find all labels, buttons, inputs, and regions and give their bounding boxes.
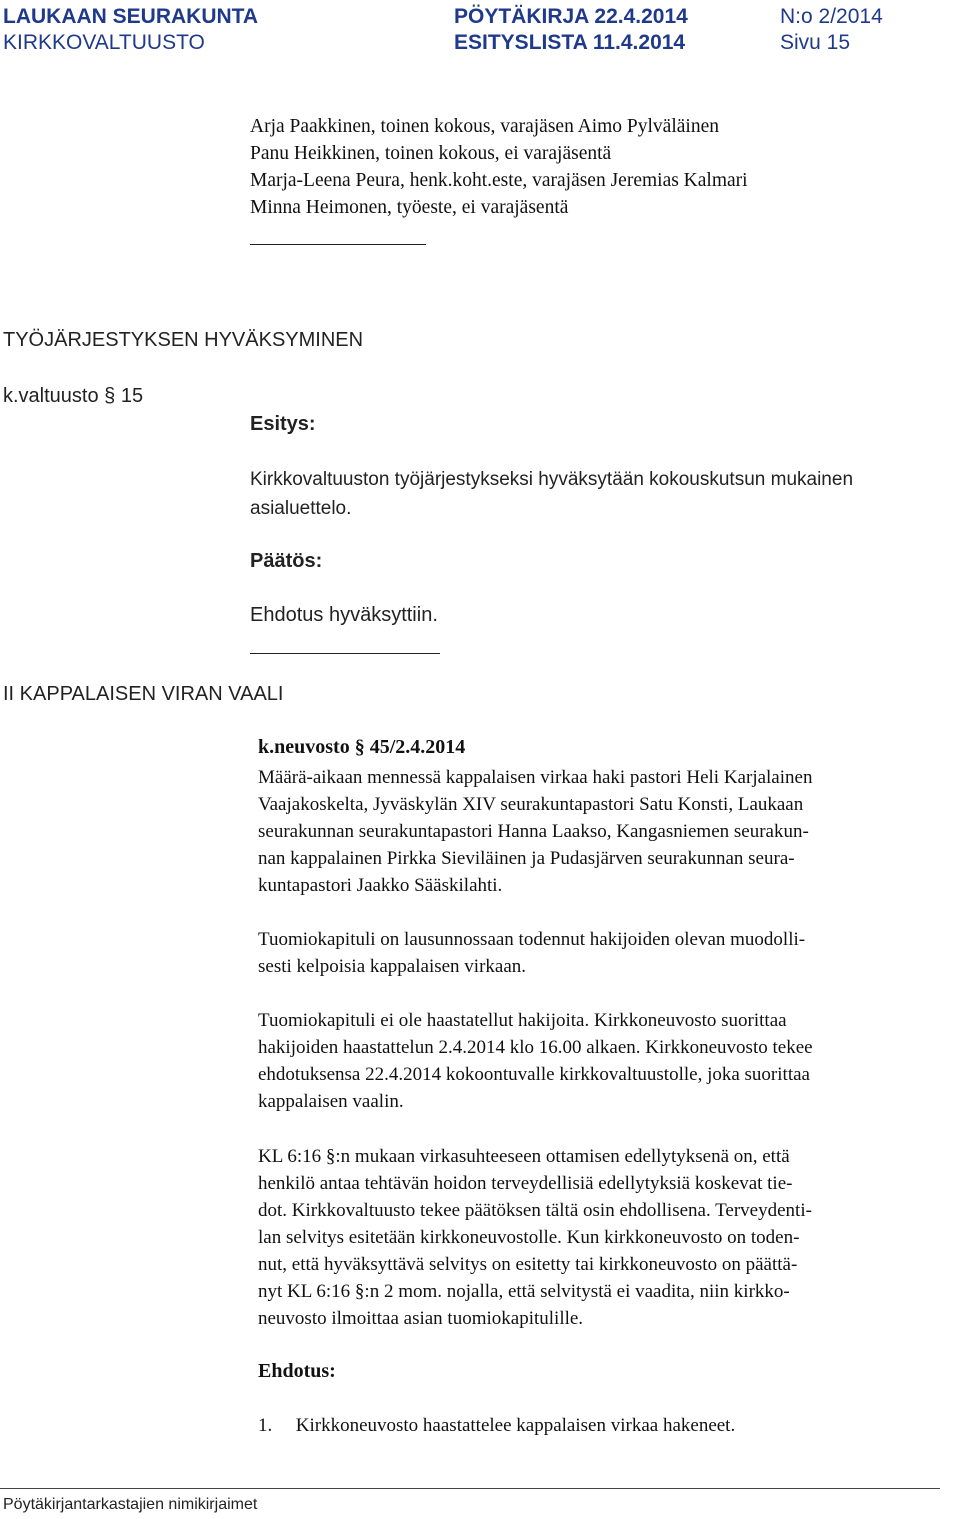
attendees-list — [250, 113, 748, 221]
attendee-line: Minna Heimonen, työeste, ei varajäsentä — [250, 197, 569, 218]
decision-label: Päätös: — [250, 550, 323, 572]
section-title: TYÖJÄRJESTYKSEN HYVÄKSYMINEN — [3, 329, 364, 351]
list-item — [258, 1415, 735, 1437]
council-name: KIRKKOVALTUUSTO — [3, 31, 205, 54]
minutes-date: PÖYTÄKIRJA 22.4.2014 — [454, 5, 688, 28]
agenda-date: ESITYSLISTA 11.4.2014 — [454, 31, 686, 54]
section-title: II KAPPALAISEN VIRAN VAALI — [3, 683, 284, 705]
attendee-line: Marja-Leena Peura, henk.koht.este, varajäsen Jeremias Kalmari — [250, 170, 748, 191]
footer-signatures-label: Pöytäkirjantarkastajien nimikirjaimet — [3, 1496, 258, 1513]
section-reference: k.neuvosto § 45/2.4.2014 — [258, 736, 466, 758]
proposal-text: Kirkkovaltuuston työjärjestykseksi hyväksytään kokouskutsun mukainen asialuettelo. — [250, 469, 854, 519]
section-reference: k.valtuusto § 15 — [3, 385, 144, 407]
paragraph: Määrä-aikaan mennessä kappalaisen virkaa haki pastori Heli Karjalainen Vaajakoskelta, Jyväskylän XIV seurakuntapastori Satu Konsti, Laukaan seurakunnan seurakuntapastori Hanna Laakso, Kangasniemen seurakun- nan kappalainen Pirkka Sieviläinen ja Pudasjärven seurakunnan seura- kuntapastori Jaakko Sääskilahti. — [258, 767, 813, 896]
page-number: Sivu 15 — [780, 31, 851, 54]
paragraph: Tuomiokapituli on lausunnossaan todennut hakijoiden olevan muodolli- sesti kelpoisia kappalaisen virkaan. — [258, 929, 806, 977]
attendee-line: Panu Heikkinen, toinen kokous, ei varajäsentä — [250, 143, 612, 164]
divider-line — [250, 244, 426, 245]
org-name: LAUKAAN SEURAKUNTA — [3, 5, 259, 28]
paragraph: KL 6:16 §:n mukaan virkasuhteeseen ottamisen edellytyksenä on, että henkilö antaa tehtävän hoidon terveydellisiä edellytyksiä koskevat tie- dot. Kirkkovaltuusto tekee päätöksen tältä osin ehdollisena. Terveydenti- lan selvitys esitetään kirkkoneuvostolle. Kun kirkkoneuvosto on toden- nut, että hyväksyttävä selvitys on esitetty tai kirkkoneuvosto on päättä- nyt KL 6:16 §:n 2 mom. nojalla, että selvitystä ei vaadita, niin kirkko- neuvosto ilmoittaa asian tuomiokapitulille. — [258, 1146, 812, 1329]
divider-line — [250, 653, 440, 654]
decision-text: Ehdotus hyväksyttiin. — [250, 604, 438, 626]
document-number: N:o 2/2014 — [780, 5, 883, 28]
attendee-line: Arja Paakkinen, toinen kokous, varajäsen Aimo Pylväläinen — [250, 116, 719, 137]
list-item-text: Kirkkoneuvosto haastattelee kappalaisen virkaa hakeneet. — [295, 1415, 736, 1436]
footer-rule — [0, 1488, 940, 1489]
proposal-label: Ehdotus: — [258, 1360, 336, 1382]
list-item-number: 1. — [258, 1415, 273, 1436]
paragraph: Tuomiokapituli ei ole haastatellut hakijoita. Kirkkoneuvosto suorittaa hakijoiden haastattelun 2.4.2014 klo 16.00 alkaen. Kirkkoneuvosto tekee ehdotuksensa 22.4.2014 kokoontuvalle kirkkovaltuustolle, joka suorittaa kappalaisen vaalin. — [258, 1010, 813, 1112]
proposal-label: Esitys: — [250, 413, 316, 435]
